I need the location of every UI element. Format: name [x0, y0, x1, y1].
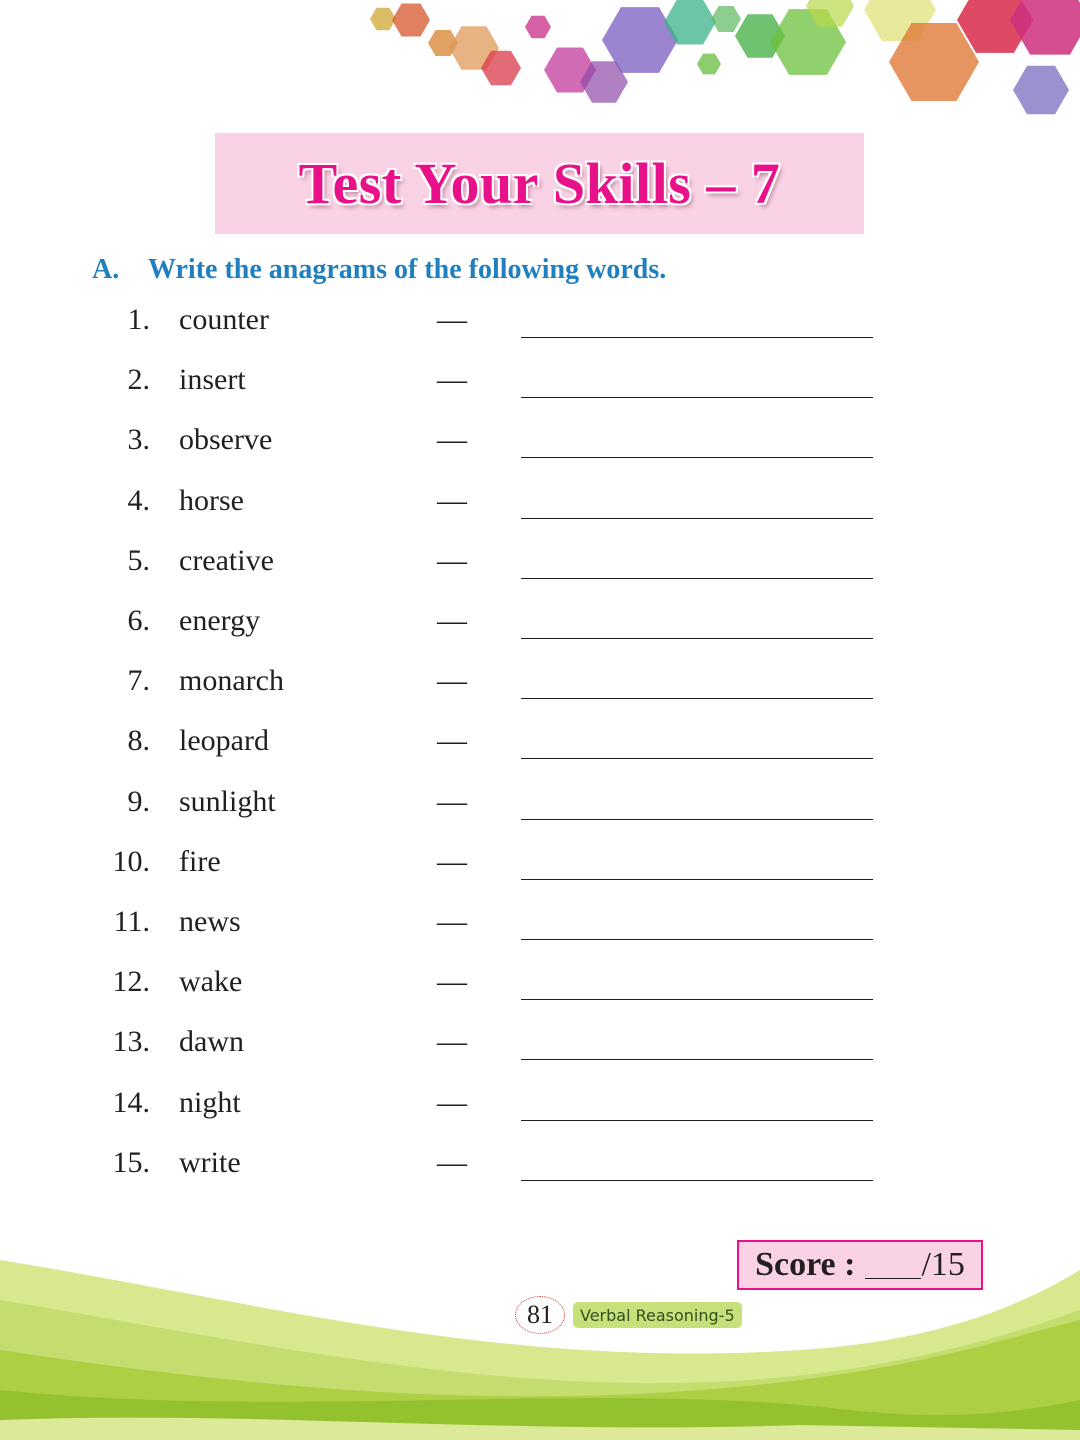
item-number: 1.	[127, 303, 150, 336]
list-item	[0, 423, 1080, 463]
list-item	[0, 965, 1080, 1005]
item-dash: —	[437, 303, 467, 336]
hexagon-shape	[1013, 66, 1069, 114]
item-number: 15.	[112, 1145, 150, 1179]
item-dash: —	[437, 1025, 467, 1059]
item-word: energy	[179, 604, 261, 637]
item-word: wake	[179, 965, 243, 999]
list-item	[0, 544, 1080, 584]
answer-blank[interactable]	[521, 819, 873, 820]
item-number: 2.	[127, 363, 150, 397]
answer-blank[interactable]	[521, 457, 873, 458]
answer-blank[interactable]	[521, 518, 873, 519]
section-heading	[92, 250, 666, 290]
list-item	[0, 724, 1080, 764]
list-item	[0, 1146, 1080, 1186]
section-letter: A.	[92, 254, 120, 285]
item-dash: —	[437, 483, 467, 517]
item-dash: —	[437, 1085, 467, 1119]
list-item	[0, 1025, 1080, 1065]
item-word: monarch	[179, 664, 284, 698]
answer-blank[interactable]	[521, 758, 873, 759]
item-number: 5.	[127, 543, 150, 577]
answer-blank[interactable]	[521, 1180, 873, 1181]
item-word: dawn	[179, 1025, 244, 1059]
score-label: Score :	[755, 1246, 856, 1283]
title-banner	[215, 133, 864, 234]
item-dash: —	[437, 604, 467, 637]
item-word: news	[179, 905, 241, 938]
answer-blank[interactable]	[521, 939, 873, 940]
item-dash: —	[437, 784, 467, 818]
answer-blank[interactable]	[521, 337, 873, 338]
answer-blank[interactable]	[521, 1120, 873, 1121]
item-dash: —	[437, 543, 467, 577]
hexagon-shape	[697, 54, 721, 75]
hexagon-banner	[0, 0, 1080, 140]
item-number: 6.	[127, 604, 150, 637]
page-number: 81	[515, 1296, 565, 1334]
hexagon-shape	[1010, 0, 1080, 55]
answer-blank[interactable]	[521, 578, 873, 579]
list-item	[0, 604, 1080, 644]
item-number: 4.	[127, 483, 150, 517]
list-item	[0, 905, 1080, 945]
page-title: Test Your Skills – 7	[298, 151, 781, 216]
item-number: 11.	[113, 905, 150, 938]
item-word: horse	[179, 483, 244, 517]
item-dash: —	[437, 664, 467, 698]
list-item	[0, 1086, 1080, 1126]
list-item	[0, 303, 1080, 343]
answer-blank[interactable]	[521, 397, 873, 398]
list-item	[0, 785, 1080, 825]
item-dash: —	[437, 905, 467, 938]
item-dash: —	[437, 1145, 467, 1179]
item-word: fire	[179, 844, 221, 878]
hexagon-shape	[525, 16, 551, 39]
list-item	[0, 664, 1080, 704]
item-word: observe	[179, 423, 273, 457]
green-wave-footer	[0, 1260, 1080, 1440]
item-word: write	[179, 1145, 241, 1179]
item-word: creative	[179, 543, 274, 577]
item-dash: —	[437, 363, 467, 397]
item-number: 8.	[127, 724, 150, 758]
item-dash: —	[437, 423, 467, 457]
section-instruction: Write the anagrams of the following words.	[148, 254, 667, 285]
item-dash: —	[437, 844, 467, 878]
item-word: sunlight	[179, 784, 276, 818]
list-item	[0, 845, 1080, 885]
answer-blank[interactable]	[521, 999, 873, 1000]
answer-blank[interactable]	[521, 698, 873, 699]
item-number: 3.	[127, 423, 150, 457]
item-dash: —	[437, 965, 467, 999]
list-item	[0, 484, 1080, 524]
item-word: leopard	[179, 724, 269, 758]
hexagon-shape	[711, 6, 741, 32]
answer-blank[interactable]	[521, 1059, 873, 1060]
item-word: night	[179, 1085, 241, 1119]
hexagon-shape	[392, 4, 430, 37]
item-number: 7.	[127, 664, 150, 698]
item-number: 12.	[112, 965, 150, 999]
list-item	[0, 363, 1080, 403]
hexagon-shape	[370, 8, 396, 31]
item-word: counter	[179, 303, 269, 336]
score-total: /15	[921, 1246, 965, 1283]
item-number: 14.	[112, 1085, 150, 1119]
answer-blank[interactable]	[521, 638, 873, 639]
answer-blank[interactable]	[521, 879, 873, 880]
item-number: 9.	[127, 784, 150, 818]
item-number: 13.	[112, 1025, 150, 1059]
book-title-badge: Verbal Reasoning-5	[573, 1302, 742, 1328]
item-dash: —	[437, 724, 467, 758]
item-number: 10.	[112, 844, 150, 878]
item-word: insert	[179, 363, 246, 397]
